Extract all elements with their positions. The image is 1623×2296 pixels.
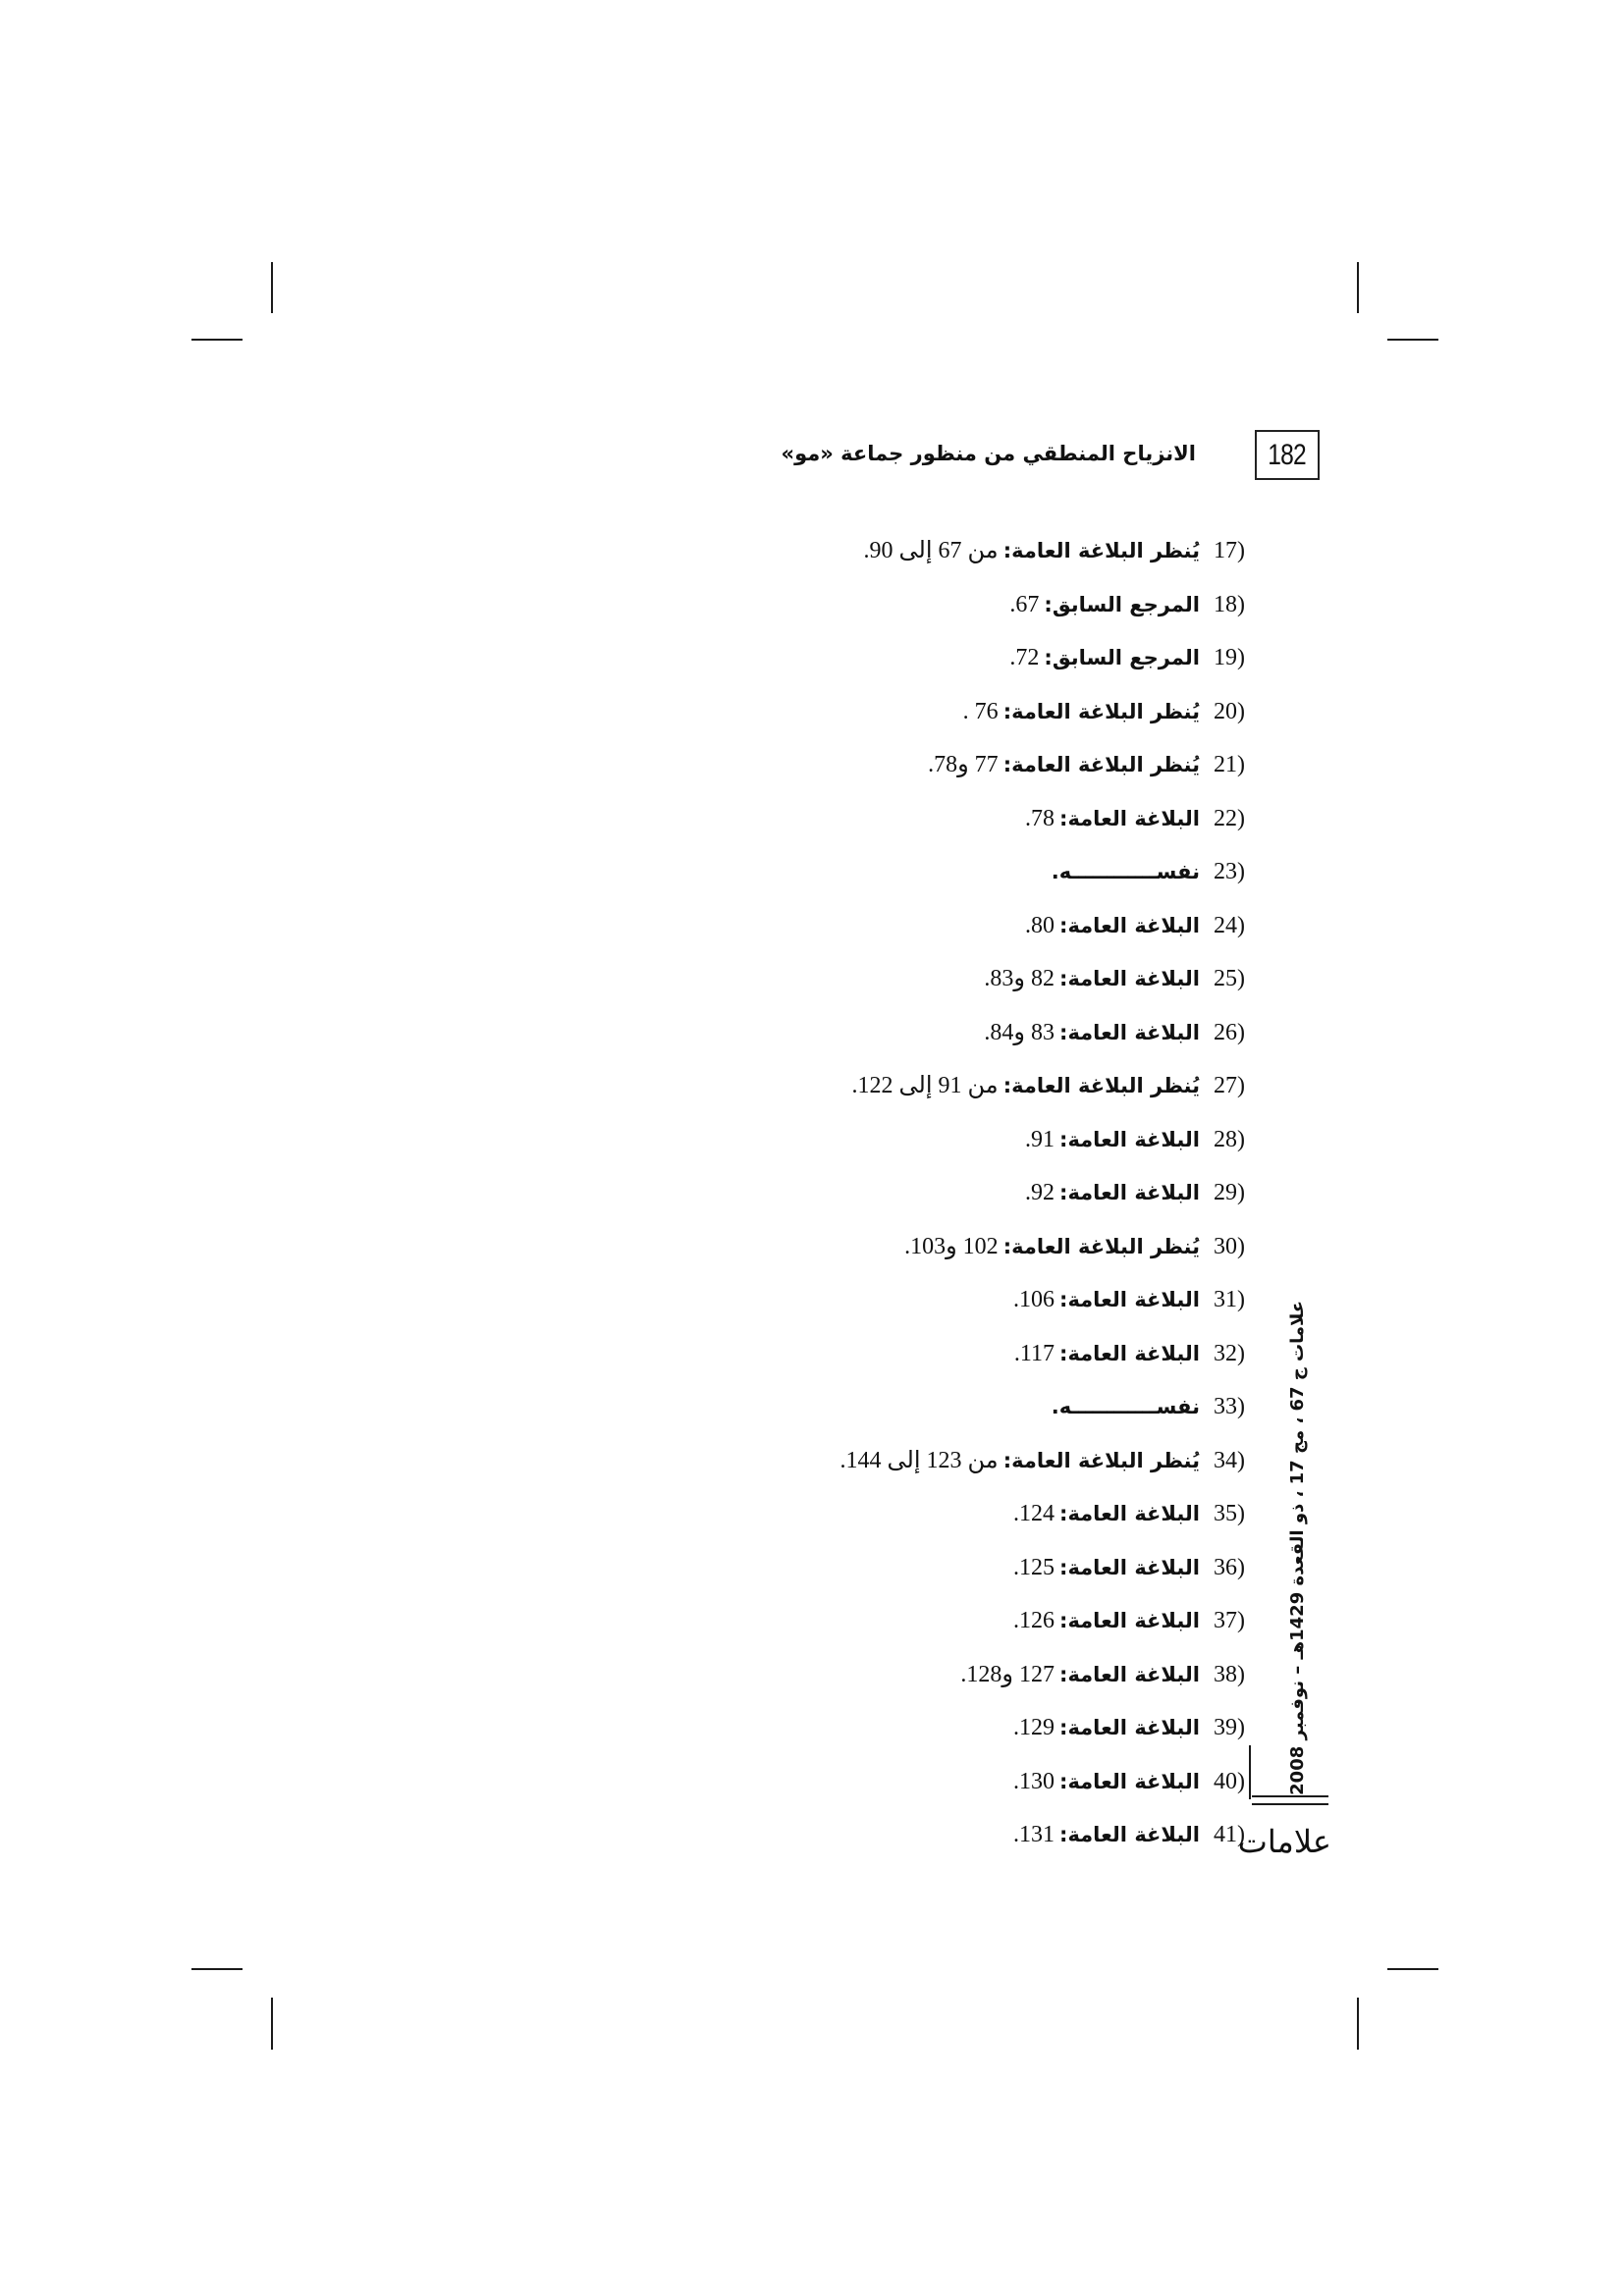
- crop-mark: [1357, 1998, 1359, 2050]
- crop-mark: [1387, 1968, 1438, 1970]
- footnote-item: [840, 738, 1245, 792]
- footnote-source: يُنظر البلاغة العامة:: [1002, 539, 1200, 562]
- footnote-source: البلاغة العامة:: [1059, 1502, 1200, 1525]
- footnote-item: [840, 631, 1245, 685]
- footnote-source: نفســــــــــــه.: [1051, 1395, 1200, 1418]
- footnote-number: 17): [1214, 538, 1245, 563]
- footnote-source: البلاغة العامة:: [1059, 1769, 1200, 1793]
- footnote-item: [840, 1113, 1245, 1167]
- footnote-number: 35): [1214, 1501, 1245, 1526]
- footnote-source: البلاغة العامة:: [1059, 1288, 1200, 1311]
- crop-mark: [271, 262, 273, 313]
- footnote-number: 39): [1214, 1715, 1245, 1740]
- footnote-pages: 102 و103.: [904, 1233, 999, 1259]
- footnote-item: [840, 952, 1245, 1006]
- footnote-pages: من 91 إلى 122.: [851, 1073, 999, 1098]
- footnote-source: البلاغة العامة:: [1059, 1555, 1200, 1579]
- footnote-item: [840, 1755, 1245, 1809]
- divider: [1252, 1803, 1328, 1805]
- footnotes-list: [840, 524, 1245, 1862]
- footnote-number: 25): [1214, 966, 1245, 991]
- footnote-item: [840, 1059, 1245, 1113]
- footnote-source: البلاغة العامة:: [1059, 1823, 1200, 1846]
- footnote-pages: 124.: [1012, 1501, 1055, 1526]
- footnote-item: [840, 1487, 1245, 1541]
- footnote-number: 40): [1214, 1768, 1245, 1794]
- footnote-number: 33): [1214, 1394, 1245, 1419]
- footnote-pages: 126.: [1012, 1608, 1055, 1633]
- footnote-pages: 76 .: [962, 698, 999, 724]
- crop-mark: [191, 1968, 243, 1970]
- footnote-pages: 106.: [1012, 1287, 1055, 1312]
- footnote-item: [840, 1434, 1245, 1488]
- divider: [1249, 1745, 1251, 1799]
- footnote-item: [840, 578, 1245, 632]
- footnote-pages: 130.: [1012, 1768, 1055, 1794]
- footnote-number: 26): [1214, 1019, 1245, 1045]
- footnote-number: 22): [1214, 805, 1245, 831]
- footnote-item: [840, 524, 1245, 578]
- footnote-source: يُنظر البلاغة العامة:: [1002, 753, 1200, 776]
- footnote-pages: 80.: [1024, 912, 1055, 938]
- footnote-pages: 125.: [1012, 1554, 1055, 1580]
- footnote-source: البلاغة العامة:: [1059, 1127, 1200, 1151]
- footnote-item: [840, 1273, 1245, 1327]
- footnote-pages: 131.: [1012, 1822, 1055, 1847]
- footnote-item: [840, 1701, 1245, 1755]
- footnote-number: 41): [1214, 1822, 1245, 1847]
- footnote-source: البلاغة العامة:: [1059, 1181, 1200, 1204]
- footnote-source: البلاغة العامة:: [1059, 913, 1200, 937]
- footnote-source: نفســــــــــــه.: [1051, 860, 1200, 883]
- footnote-number: 37): [1214, 1608, 1245, 1633]
- footnote-number: 36): [1214, 1554, 1245, 1580]
- footnote-pages: 67.: [1009, 591, 1040, 617]
- footnote-source: البلاغة العامة:: [1059, 967, 1200, 990]
- footnote-pages: من 123 إلى 144.: [839, 1447, 999, 1473]
- footnote-item: [840, 1220, 1245, 1274]
- footnote-source: البلاغة العامة:: [1059, 1020, 1200, 1044]
- footnote-number: 21): [1214, 752, 1245, 777]
- footnote-source: البلاغة العامة:: [1059, 1716, 1200, 1739]
- footnote-pages: 78.: [1024, 805, 1055, 831]
- footnote-pages: من 67 إلى 90.: [863, 538, 999, 563]
- footnote-number: 20): [1214, 698, 1245, 724]
- footnote-pages: 127 و128.: [960, 1661, 1055, 1687]
- footnote-item: [840, 1594, 1245, 1648]
- journal-logo: علامات: [1237, 1823, 1331, 1860]
- footnote-pages: 82 و83.: [984, 966, 1055, 991]
- footnote-number: 34): [1214, 1447, 1245, 1473]
- footnote-source: المرجع السابق:: [1044, 646, 1200, 669]
- footnote-source: يُنظر البلاغة العامة:: [1002, 699, 1200, 723]
- footnote-source: يُنظر البلاغة العامة:: [1002, 1074, 1200, 1097]
- footnote-pages: 83 و84.: [984, 1019, 1055, 1045]
- footnote-item: [840, 792, 1245, 846]
- footnote-item: [840, 1808, 1245, 1862]
- running-title: الانزياح المنطقي من منظور جماعة «مو»: [781, 442, 1196, 465]
- footnote-item: [840, 1541, 1245, 1595]
- footnote-source: البلاغة العامة:: [1059, 1662, 1200, 1686]
- footnote-number: 32): [1214, 1340, 1245, 1366]
- footnote-pages: 117.: [1013, 1340, 1055, 1366]
- journal-info: علامات ج 67 ، مج 17 ، ذو القعدة 1429هـ – نوفمبر 2008: [1287, 1301, 1308, 1795]
- footnote-item: [840, 1166, 1245, 1220]
- footnote-source: البلاغة العامة:: [1059, 1341, 1200, 1365]
- footnote-item: [840, 899, 1245, 953]
- footnote-source: البلاغة العامة:: [1059, 1609, 1200, 1632]
- footnote-number: 30): [1214, 1233, 1245, 1259]
- footnote-pages: 72.: [1009, 645, 1040, 670]
- footnote-number: 23): [1214, 859, 1245, 884]
- footnote-item: [840, 1648, 1245, 1702]
- footnote-source: البلاغة العامة:: [1059, 806, 1200, 830]
- footnote-number: 18): [1214, 591, 1245, 617]
- footnote-pages: 91.: [1024, 1126, 1055, 1152]
- footnote-number: 24): [1214, 912, 1245, 938]
- footnote-item: [840, 685, 1245, 739]
- footnote-item: [840, 1380, 1245, 1434]
- footnote-number: 38): [1214, 1661, 1245, 1687]
- divider: [1252, 1795, 1328, 1797]
- footnote-pages: 92.: [1024, 1180, 1055, 1205]
- page-number-box: [1255, 430, 1320, 480]
- footnote-number: 28): [1214, 1126, 1245, 1152]
- crop-mark: [191, 339, 243, 341]
- crop-mark: [1357, 262, 1359, 313]
- footnote-item: [840, 1327, 1245, 1381]
- footnote-item: [840, 845, 1245, 899]
- footnote-number: 19): [1214, 645, 1245, 670]
- footnote-source: يُنظر البلاغة العامة:: [1002, 1234, 1200, 1258]
- footnote-source: يُنظر البلاغة العامة:: [1002, 1448, 1200, 1472]
- page-number: 182: [1268, 439, 1307, 471]
- footnote-pages: 77 و78.: [928, 752, 999, 777]
- crop-mark: [271, 1998, 273, 2050]
- footnote-source: المرجع السابق:: [1044, 592, 1200, 616]
- footnote-number: 31): [1214, 1287, 1245, 1312]
- crop-mark: [1387, 339, 1438, 341]
- footnote-number: 27): [1214, 1073, 1245, 1098]
- footnote-item: [840, 1006, 1245, 1060]
- footnote-pages: 129.: [1012, 1715, 1055, 1740]
- footnote-number: 29): [1214, 1180, 1245, 1205]
